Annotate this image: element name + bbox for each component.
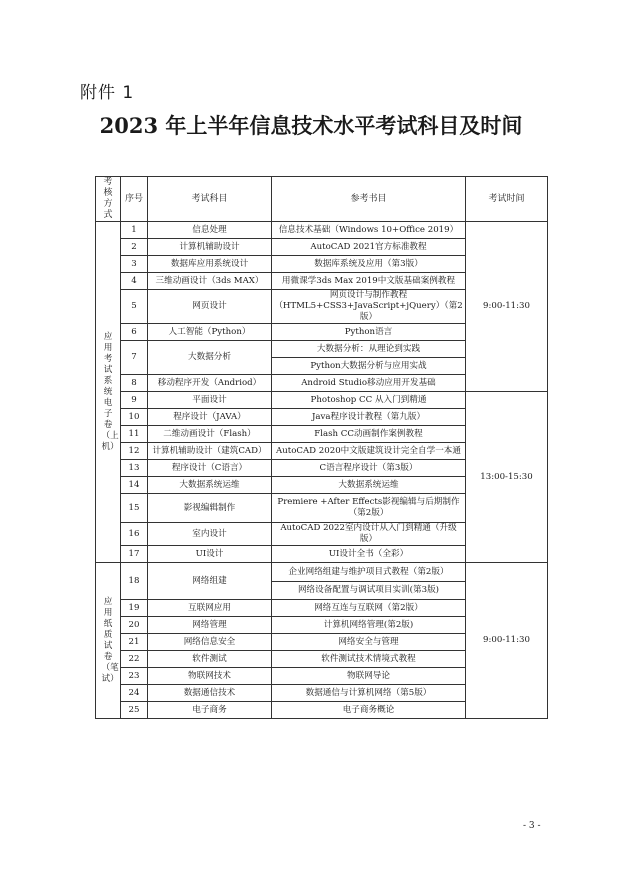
row-subject: 数据库应用系统设计: [148, 256, 272, 273]
row-no: 25: [121, 702, 148, 719]
row-book: 电子商务概论: [272, 702, 466, 719]
row-book: 数据库系统及应用（第3版）: [272, 256, 466, 273]
row-subject: 室内设计: [148, 523, 272, 546]
row-book: Java程序设计教程（第九版）: [272, 409, 466, 426]
row-book: 网络互连与互联网（第2版）: [272, 600, 466, 617]
row-no: 8: [121, 375, 148, 392]
table-row: [96, 222, 548, 239]
attachment-label: 附件 1: [80, 83, 135, 103]
row-no: 11: [121, 426, 148, 443]
row-no: 21: [121, 634, 148, 651]
row-no: 18: [121, 563, 148, 600]
row-book: Python大数据分析与应用实战: [272, 358, 466, 375]
exam-time-morning: 9:00-11:30: [466, 222, 548, 392]
row-book: 计算机网络管理(第2版): [272, 617, 466, 634]
exam-mode-paper: 应用纸质试卷（笔试）: [96, 563, 121, 719]
row-book: 网络设备配置与调试项目实训(第3版): [272, 582, 466, 600]
row-book: 物联网导论: [272, 668, 466, 685]
table-row: [96, 563, 548, 582]
row-book: Premiere +After Effects影视编辑与后期制作（第2版）: [272, 494, 466, 523]
row-book: AutoCAD 2022室内设计从入门到精通（升级版）: [272, 523, 466, 546]
exam-time-afternoon: 13:00-15:30: [466, 392, 548, 563]
row-subject: 人工智能（Python）: [148, 324, 272, 341]
row-no: 4: [121, 273, 148, 290]
row-subject: 三维动画设计（3ds MAX）: [148, 273, 272, 290]
header-mode: 考核方式: [96, 177, 121, 222]
row-subject: UI设计: [148, 546, 272, 563]
row-subject: 大数据系统运维: [148, 477, 272, 494]
exam-schedule-table: [95, 176, 548, 719]
row-subject: 网页设计: [148, 290, 272, 324]
row-no: 14: [121, 477, 148, 494]
row-no: 22: [121, 651, 148, 668]
row-book: 用微课学3ds Max 2019中文版基础案例教程: [272, 273, 466, 290]
row-book: UI设计全书（全彩）: [272, 546, 466, 563]
row-book: Flash CC动画制作案例教程: [272, 426, 466, 443]
row-no: 15: [121, 494, 148, 523]
table-header-row: [96, 177, 548, 222]
row-subject: 电子商务: [148, 702, 272, 719]
row-subject: 软件测试: [148, 651, 272, 668]
row-subject: 移动程序开发（Andriod）: [148, 375, 272, 392]
row-book: 企业网络组建与维护项目式教程（第2版）: [272, 563, 466, 582]
header-no: 序号: [121, 177, 148, 222]
row-no: 24: [121, 685, 148, 702]
row-no: 2: [121, 239, 148, 256]
row-subject: 计算机辅助设计（建筑CAD）: [148, 443, 272, 460]
row-no: 1: [121, 222, 148, 239]
page-title: 2023 年上半年信息技术水平考试科目及时间: [99, 113, 523, 138]
row-book: Photoshop CC 从入门到精通: [272, 392, 466, 409]
page-number: - 3 -: [523, 821, 541, 831]
row-no: 12: [121, 443, 148, 460]
row-no: 5: [121, 290, 148, 324]
row-subject: 二维动画设计（Flash）: [148, 426, 272, 443]
row-subject: 程序设计（C语言）: [148, 460, 272, 477]
row-no: 19: [121, 600, 148, 617]
header-book: 参考书目: [272, 177, 466, 222]
row-book: AutoCAD 2020中文版建筑设计完全自学一本通: [272, 443, 466, 460]
row-book: 网络安全与管理: [272, 634, 466, 651]
row-subject: 大数据分析: [148, 341, 272, 375]
row-book: 信息技术基础（Windows 10+Office 2019）: [272, 222, 466, 239]
row-no: 20: [121, 617, 148, 634]
row-subject: 物联网技术: [148, 668, 272, 685]
row-book: AutoCAD 2021官方标准教程: [272, 239, 466, 256]
row-no: 3: [121, 256, 148, 273]
header-subject: 考试科目: [148, 177, 272, 222]
row-no: 17: [121, 546, 148, 563]
row-no: 9: [121, 392, 148, 409]
row-no: 16: [121, 523, 148, 546]
row-subject: 计算机辅助设计: [148, 239, 272, 256]
row-subject: 程序设计（JAVA）: [148, 409, 272, 426]
row-subject: 网络管理: [148, 617, 272, 634]
row-book: Android Studio移动应用开发基础: [272, 375, 466, 392]
row-book: 大数据分析：从理论到实践: [272, 341, 466, 358]
row-no: 10: [121, 409, 148, 426]
table-row: [96, 392, 548, 409]
row-subject: 影视编辑制作: [148, 494, 272, 523]
row-subject: 平面设计: [148, 392, 272, 409]
row-subject: 网络组建: [148, 563, 272, 600]
row-book: C语言程序设计（第3版）: [272, 460, 466, 477]
header-time: 考试时间: [466, 177, 548, 222]
row-no: 6: [121, 324, 148, 341]
row-book: 软件测试技术情境式教程: [272, 651, 466, 668]
row-no: 13: [121, 460, 148, 477]
row-book: 数据通信与计算机网络（第5版）: [272, 685, 466, 702]
row-subject: 网络信息安全: [148, 634, 272, 651]
row-book: 网页设计与制作教程（HTML5+CSS3+JavaScript+jQuery）（第2版）: [272, 290, 466, 324]
exam-mode-computer: 应用考试系统电子卷（上机）: [96, 222, 121, 563]
exam-time-paper: 9:00-11:30: [466, 563, 548, 719]
row-book: 大数据系统运维: [272, 477, 466, 494]
row-book: Python语言: [272, 324, 466, 341]
row-no: 7: [121, 341, 148, 375]
row-subject: 数据通信技术: [148, 685, 272, 702]
row-no: 23: [121, 668, 148, 685]
row-subject: 互联网应用: [148, 600, 272, 617]
row-subject: 信息处理: [148, 222, 272, 239]
